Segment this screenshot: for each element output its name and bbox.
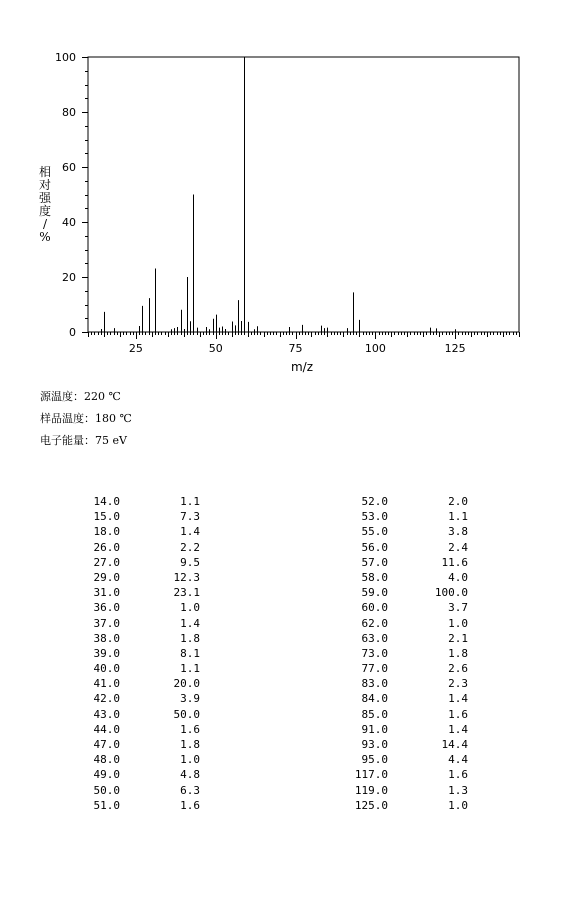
intensity-value: 1.6 — [180, 798, 200, 812]
intensity-value: 3.8 — [448, 525, 468, 539]
table-row — [70, 798, 200, 813]
y-tick-label: 40 — [62, 216, 76, 229]
intensity-value: 1.6 — [448, 707, 468, 721]
mz-value: 55.0 — [361, 525, 388, 539]
mass-spectrum-chart — [0, 0, 570, 380]
mz-value: 117.0 — [354, 768, 388, 782]
table-row — [338, 646, 468, 661]
mz-value: 50.0 — [93, 783, 120, 797]
table-row — [338, 767, 468, 782]
svg-text:强: 强 — [38, 191, 52, 205]
table-row — [338, 661, 468, 676]
intensity-value: 1.8 — [180, 738, 200, 751]
table-row — [70, 570, 200, 585]
mz-value: 59.0 — [361, 586, 388, 600]
table-row — [70, 600, 200, 615]
mz-value: 14.0 — [93, 495, 120, 508]
mz-value: 27.0 — [93, 555, 120, 569]
intensity-value: 1.6 — [448, 768, 468, 782]
table-row — [338, 737, 468, 752]
y-tick-label: 20 — [62, 271, 76, 284]
intensity-value: 1.4 — [180, 616, 200, 630]
intensity-value: 1.4 — [180, 525, 200, 539]
y-tick-label: 0 — [69, 326, 76, 339]
x-tick-label: 125 — [444, 342, 466, 355]
mz-value: 43.0 — [93, 707, 120, 721]
mz-value: 58.0 — [361, 570, 388, 584]
intensity-value: 3.9 — [180, 692, 200, 706]
y-tick-label: 80 — [62, 106, 76, 119]
intensity-value: 9.5 — [180, 555, 200, 569]
table-row — [70, 737, 200, 752]
table-row — [338, 555, 468, 570]
table-row — [70, 585, 200, 600]
mz-value: 91.0 — [361, 722, 388, 736]
table-row — [338, 676, 468, 691]
intensity-value: 7.3 — [180, 510, 200, 524]
table-row — [338, 631, 468, 646]
intensity-value: 11.6 — [441, 555, 468, 569]
table-row — [70, 767, 200, 782]
table-row — [70, 646, 200, 661]
table-row — [338, 707, 468, 722]
table-row — [70, 555, 200, 570]
mz-value: 84.0 — [361, 692, 388, 706]
table-row — [70, 661, 200, 676]
mz-value: 38.0 — [93, 631, 120, 645]
table-row — [338, 494, 468, 509]
intensity-value: 6.3 — [180, 783, 200, 797]
mz-value: 93.0 — [361, 738, 388, 751]
intensity-value: 2.1 — [448, 631, 468, 645]
intensity-value: 1.0 — [448, 616, 468, 630]
table-row — [338, 509, 468, 524]
intensity-value: 1.4 — [448, 692, 468, 706]
table-row — [338, 616, 468, 631]
intensity-value: 12.3 — [173, 570, 200, 584]
intensity-value: 2.4 — [448, 540, 468, 554]
svg-text:%: % — [39, 230, 51, 244]
intensity-value: 4.4 — [448, 753, 468, 767]
intensity-value: 50.0 — [173, 707, 200, 721]
mz-value: 49.0 — [93, 768, 120, 782]
mz-value: 29.0 — [93, 570, 120, 584]
mz-value: 51.0 — [93, 798, 120, 812]
mz-value: 119.0 — [354, 783, 388, 797]
condition-sample-temp: 样品温度：180 ℃ — [40, 412, 132, 425]
mz-value: 52.0 — [361, 495, 388, 508]
table-row — [338, 691, 468, 706]
table-row — [70, 509, 200, 524]
mz-value: 37.0 — [93, 616, 120, 630]
mz-value: 42.0 — [93, 692, 120, 706]
intensity-value: 23.1 — [173, 586, 200, 600]
table-row — [338, 570, 468, 585]
table-row — [70, 524, 200, 539]
svg-text:对: 对 — [38, 178, 52, 192]
table-row — [70, 722, 200, 737]
intensity-value: 100.0 — [434, 586, 468, 600]
mz-value: 39.0 — [93, 646, 120, 660]
mz-value: 40.0 — [93, 662, 120, 676]
intensity-value: 1.0 — [180, 753, 200, 767]
mz-value: 18.0 — [93, 525, 120, 539]
intensity-value: 1.8 — [180, 631, 200, 645]
table-row — [338, 600, 468, 615]
table-row — [338, 524, 468, 539]
table-row — [338, 722, 468, 737]
svg-text:相: 相 — [38, 165, 52, 179]
x-tick-label: 25 — [128, 342, 143, 355]
intensity-value: 8.1 — [180, 646, 200, 660]
table-row — [70, 783, 200, 798]
table-row — [338, 798, 468, 813]
intensity-value: 4.8 — [180, 768, 200, 782]
intensity-value: 14.4 — [441, 738, 468, 751]
intensity-value: 1.6 — [180, 722, 200, 736]
y-axis-label — [39, 164, 52, 244]
mz-value: 95.0 — [361, 753, 388, 767]
table-row — [70, 691, 200, 706]
mz-value: 63.0 — [361, 631, 388, 645]
mz-value: 26.0 — [93, 540, 120, 554]
intensity-value: 1.8 — [448, 646, 468, 660]
intensity-value: 4.0 — [448, 570, 468, 584]
intensity-value: 1.1 — [180, 495, 200, 508]
svg-text:/: / — [42, 217, 48, 231]
table-row — [70, 540, 200, 555]
table-row — [338, 585, 468, 600]
mz-value: 31.0 — [93, 586, 120, 600]
mz-value: 85.0 — [361, 707, 388, 721]
intensity-value: 3.7 — [448, 601, 468, 615]
x-tick-label: 75 — [288, 342, 303, 355]
svg-text:度: 度 — [38, 204, 52, 218]
intensity-value: 1.1 — [448, 510, 468, 524]
y-tick-label: 100 — [55, 51, 76, 64]
mz-value: 56.0 — [361, 540, 388, 554]
intensity-value: 1.3 — [448, 783, 468, 797]
x-tick-label: 50 — [208, 342, 223, 355]
peak-table-left — [70, 494, 200, 813]
intensity-value: 2.0 — [448, 495, 468, 508]
mz-value: 44.0 — [93, 722, 120, 736]
mz-value: 73.0 — [361, 646, 388, 660]
mz-value: 60.0 — [361, 601, 388, 615]
y-tick-label: 60 — [62, 161, 76, 174]
mz-value: 41.0 — [93, 677, 120, 691]
intensity-value: 2.6 — [448, 662, 468, 676]
plot-frame — [88, 57, 519, 332]
condition-source-temp: 源温度：220 ℃ — [40, 390, 121, 403]
intensity-value: 1.4 — [448, 722, 468, 736]
x-axis-label: m/z — [290, 360, 314, 374]
mz-value: 47.0 — [93, 738, 120, 751]
table-row — [70, 494, 200, 509]
mz-value: 48.0 — [93, 753, 120, 767]
mz-value: 83.0 — [361, 677, 388, 691]
table-row — [338, 752, 468, 767]
condition-electron-energy: 电子能量：75 eV — [40, 434, 127, 447]
conditions-block — [40, 388, 132, 454]
x-tick-label: 100 — [364, 342, 386, 355]
table-row — [70, 616, 200, 631]
intensity-value: 1.1 — [180, 662, 200, 676]
mz-value: 53.0 — [361, 510, 388, 524]
table-row — [70, 752, 200, 767]
mz-value: 125.0 — [354, 798, 388, 812]
table-row — [70, 707, 200, 722]
intensity-value: 2.2 — [180, 540, 200, 554]
mz-value: 57.0 — [361, 555, 388, 569]
intensity-value: 20.0 — [173, 677, 200, 691]
mz-value: 36.0 — [93, 601, 120, 615]
table-row — [338, 540, 468, 555]
table-row — [70, 631, 200, 646]
table-row — [70, 676, 200, 691]
intensity-value: 1.0 — [448, 798, 468, 812]
intensity-value: 1.0 — [180, 601, 200, 615]
mz-value: 77.0 — [361, 662, 388, 676]
intensity-value: 2.3 — [448, 677, 468, 691]
mz-value: 62.0 — [361, 616, 388, 630]
peak-table-right — [338, 494, 468, 813]
mz-value: 15.0 — [93, 510, 120, 524]
table-row — [338, 783, 468, 798]
